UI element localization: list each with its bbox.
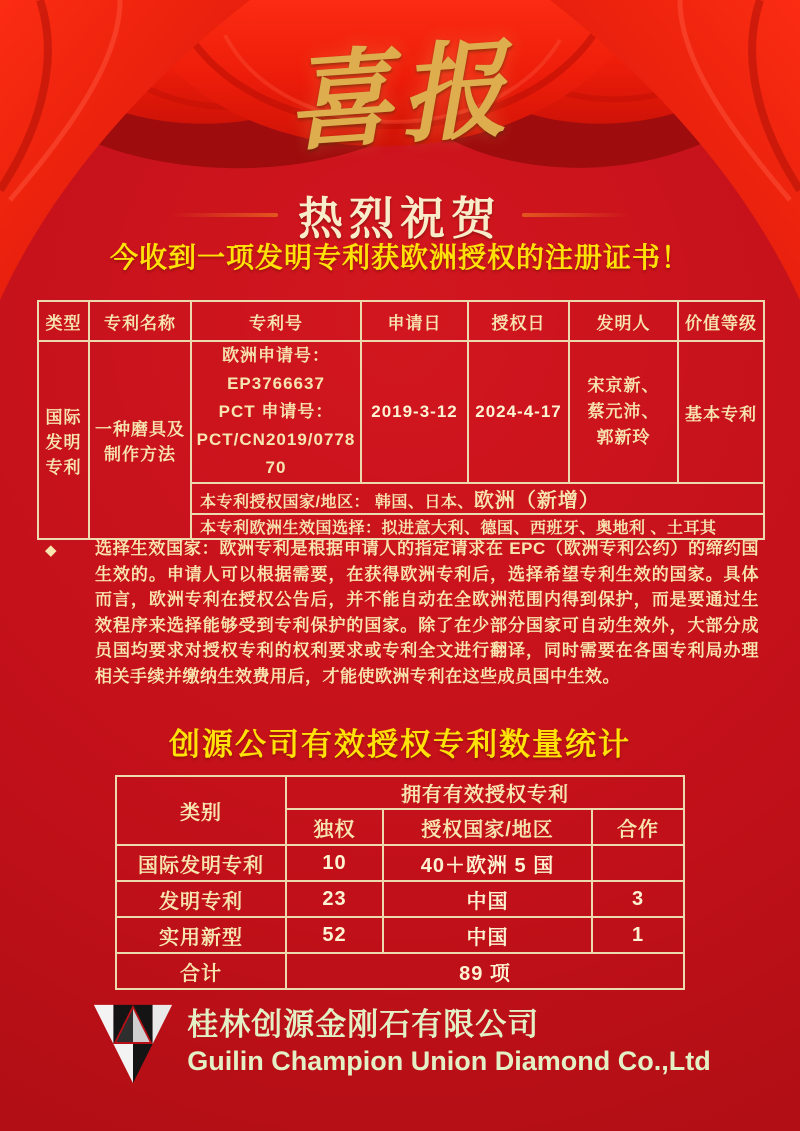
stats-total-value: 89 项 — [286, 953, 684, 989]
patent-stats-table — [115, 775, 685, 990]
patent-number-line: PCT/CN2019/077870 — [196, 430, 356, 477]
company-name-chinese: 桂林创源金刚石有限公司 — [187, 1007, 540, 1042]
inventor-line: 宋京新、 — [587, 376, 660, 395]
stats-region-cell: 中国 — [383, 881, 592, 917]
stats-section-title: 创源公司有效授权专利数量统计 — [169, 727, 631, 762]
stats-category-cell: 发明专利 — [116, 881, 286, 917]
right-divider-line — [522, 213, 630, 217]
granted-regions-highlight: 欧洲（新增） — [473, 490, 600, 512]
left-divider-line — [170, 213, 278, 217]
patent-number-line: PCT 申请号： — [218, 402, 334, 421]
stats-region-cell: 40＋欧洲 5 国 — [383, 845, 592, 881]
stats-row-utility — [116, 917, 684, 953]
header-grant-date: 授权日 — [468, 301, 569, 341]
header-value-grade: 价值等级 — [678, 301, 764, 341]
stats-header-row-1 — [116, 776, 684, 809]
stats-total-label: 合计 — [116, 953, 286, 989]
diamond-bullet-icon: ◆ — [45, 542, 57, 559]
patent-type-cell: 国际发明专利 — [38, 341, 89, 539]
stats-exclusive-cell: 52 — [286, 917, 383, 953]
effective-countries-value: 拟进意大利、德国、西班牙、奥地利 、土耳其 — [381, 520, 717, 537]
stats-total-row — [116, 953, 684, 989]
note-text: 选择生效国家：欧洲专利是根据申请人的指定请求在 EPC（欧洲专利公约）的缔约国生效的。申请人可以根据需要，在获得欧洲专利后，选择希望专利生效的国家。具体而言，欧洲专利在授权公告后，并不能自动在全欧洲范围内得到保护，而是要通过生效程序来选择能够受到专利保护的国家。除了在少部分国家可自动生效外，大部分成员国均要求对授权专利的权利要求或专利全文进行翻译，同时需要在各国专利局办理相关手续并缴纳生效费用后，才能使欧洲专利在这些成员国中生效。 — [95, 539, 759, 686]
company-diamond-logo-icon — [89, 1000, 177, 1088]
stats-header-region: 授权国家/地区 — [383, 809, 592, 845]
inventors-cell — [569, 341, 678, 483]
stats-cooperation-cell: 3 — [592, 881, 684, 917]
patent-name-cell: 一种磨具及制作方法 — [89, 341, 191, 539]
apply-date-cell: 2019-3-12 — [361, 341, 468, 483]
patent-table-body-row — [38, 341, 764, 483]
stats-category-cell: 国际发明专利 — [116, 845, 286, 881]
value-grade-cell: 基本专利 — [678, 341, 764, 483]
stats-cooperation-cell: 1 — [592, 917, 684, 953]
grant-date-cell: 2024-4-17 — [468, 341, 569, 483]
stats-header-cooperation: 合作 — [592, 809, 684, 845]
company-name-english: Guilin Champion Union Diamond Co.,Ltd — [187, 1046, 711, 1076]
header-number: 专利号 — [191, 301, 361, 341]
stats-header-exclusive: 独权 — [286, 809, 383, 845]
effective-countries-label: 本专利欧洲生效国选择： — [200, 520, 382, 537]
patent-table-header-row — [38, 301, 764, 341]
patent-detail-table — [37, 300, 765, 540]
footer-texts — [187, 1000, 710, 1078]
calligraphy-title: 喜报 — [281, 25, 519, 166]
company-footer — [0, 1000, 800, 1088]
inventor-line: 郭新玲 — [596, 428, 651, 447]
stats-header-group: 拥有有效授权专利 — [286, 776, 684, 809]
header-inventors: 发明人 — [569, 301, 678, 341]
announcement-headline: 今收到一项发明专利获欧洲授权的注册证书！ — [109, 242, 690, 273]
stats-cooperation-cell — [592, 845, 684, 881]
congrats-text: 热烈祝贺 — [297, 193, 502, 244]
stats-header-category: 类别 — [116, 776, 286, 845]
stats-exclusive-cell: 10 — [286, 845, 383, 881]
stats-exclusive-cell: 23 — [286, 881, 383, 917]
patent-number-cell — [191, 341, 361, 483]
granted-regions-value: 韩国、日本、 — [369, 494, 474, 511]
stats-category-cell: 实用新型 — [116, 917, 286, 953]
inventor-line: 蔡元沛、 — [587, 402, 660, 421]
granted-regions-label: 本专利授权国家/地区： — [200, 494, 370, 511]
header-name: 专利名称 — [89, 301, 191, 341]
stats-row-international — [116, 845, 684, 881]
stats-row-invention — [116, 881, 684, 917]
header-apply-date: 申请日 — [361, 301, 468, 341]
note-paragraph — [45, 536, 759, 689]
patent-number-line: 欧洲申请号： — [222, 346, 330, 365]
stats-region-cell: 中国 — [383, 917, 592, 953]
granted-regions-cell — [191, 483, 764, 514]
patent-number-line: EP3766637 — [227, 374, 325, 393]
header-type: 类型 — [38, 301, 89, 341]
